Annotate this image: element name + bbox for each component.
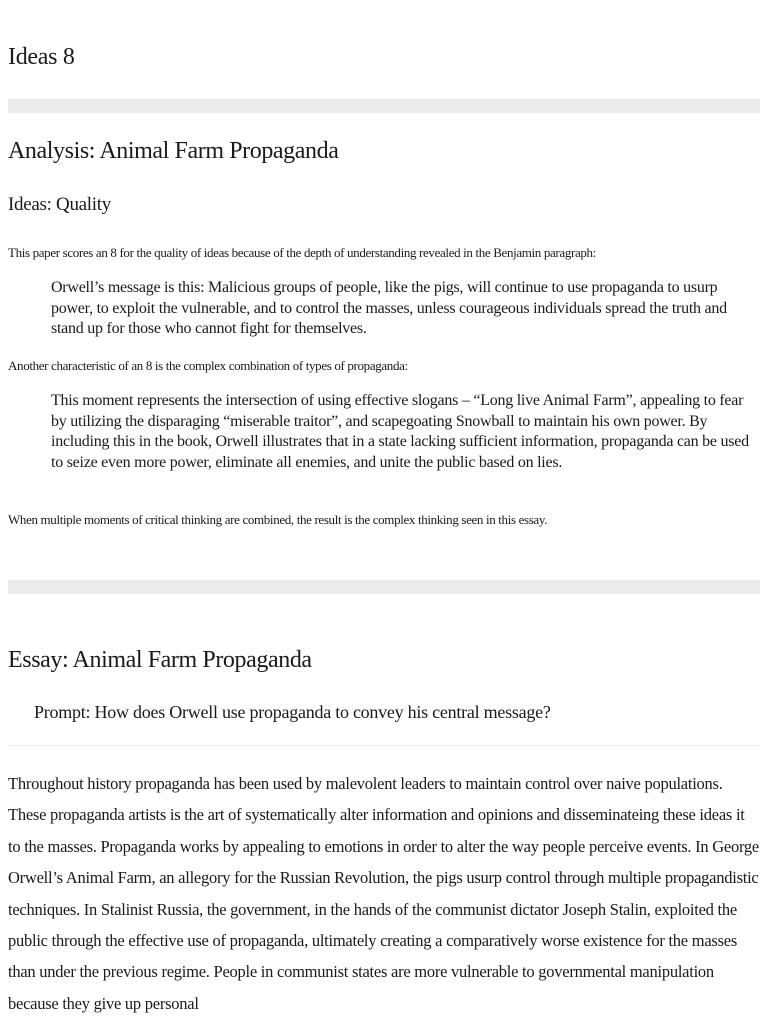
analysis-quote-2: This moment represents the intersection of using effective slogans – “Long live Animal Farm”, appealing to fear by utilizing the disparaging “miserable traitor”, and scapegoating Snowball to maintain his own power. By including this in the book, Orwell illustrates that in a state lacking sufficient information, propaganda can be used to seize even more power, eliminate all enemies, and unite the public based on lies. xyxy=(51,392,749,471)
document-title: Ideas 8 xyxy=(8,44,75,70)
essay-body: Throughout history propaganda has been used by malevolent leaders to maintain control over naive populations. These propaganda artists is the art of systematically alter information and opinions and disseminateing these ideas it to the masses. Propaganda works by appealing to emotions in order to alter the way people perceive events. In George Orwell’s Animal Farm, an allegory for the Russian Revolution, the pigs usurp control through multiple propagandistic techniques. In Stalinist Russia, the government, in the hands of the communist dictator Joseph Stalin, exploited the public through the effective use of propaganda, ultimately creating a comparatively worse existence for the masses than under the previous regime. People in communist states are more vulnerable to governmental manipulation because they give up personal xyxy=(8,774,760,1013)
ideas-subheading: Ideas: Quality xyxy=(8,194,111,215)
analysis-intro: This paper scores an 8 for the quality of ideas because of the depth of understanding revealed in the Benjamin paragraph: xyxy=(8,245,596,260)
analysis-conclusion: When multiple moments of critical thinking are combined, the result is the complex thinking seen in this essay. xyxy=(8,512,548,527)
prompt-rule xyxy=(8,745,760,746)
analysis-heading: Analysis: Animal Farm Propaganda xyxy=(8,138,339,164)
essay-prompt: Prompt: How does Orwell use propaganda to convey his central message? xyxy=(34,702,551,722)
analysis-characteristic: Another characteristic of an 8 is the complex combination of types of propaganda: xyxy=(8,358,408,373)
essay-heading: Essay: Animal Farm Propaganda xyxy=(8,647,312,673)
section-divider xyxy=(8,580,760,594)
section-divider xyxy=(8,99,760,113)
analysis-quote-1: Orwell’s message is this: Malicious groups of people, like the pigs, will continue to use propaganda to usurp power, to exploit the vulnerable, and to control the masses, unless courageous individuals spread the truth and stand up for those who cannot fight for themselves. xyxy=(51,279,727,337)
